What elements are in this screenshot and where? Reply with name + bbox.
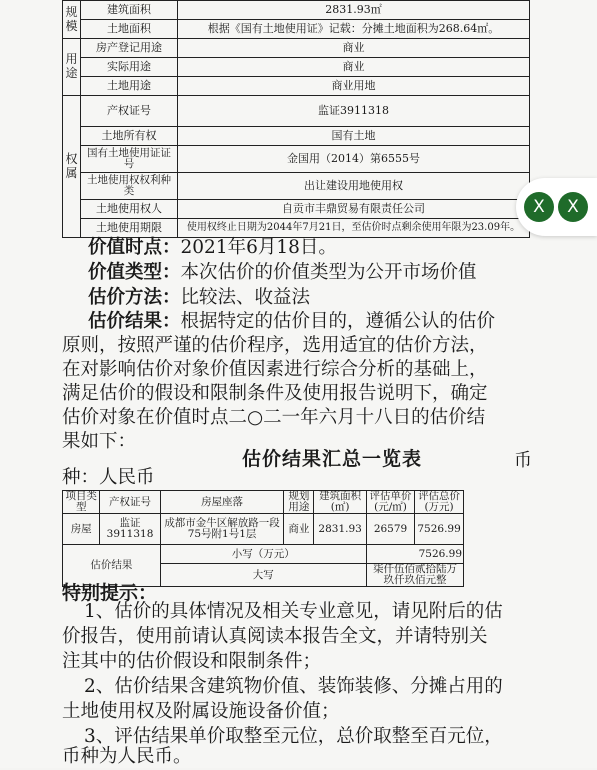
hints-title: 特别提示： bbox=[62, 582, 158, 604]
table-cell: 2831.93 bbox=[314, 514, 367, 545]
result-text-line: 原则，按照严谨的估价程序，选用适宜的估价方法， bbox=[62, 335, 488, 356]
value-type-label: 价值类型： bbox=[88, 262, 181, 283]
table-row bbox=[63, 96, 530, 127]
value-type: 本次估价的价值类型为公开市场价值 bbox=[180, 262, 477, 283]
row-label: 土地使用权人 bbox=[81, 200, 178, 219]
column-header: 房屋座落 bbox=[160, 491, 284, 514]
hint-line: 2、估价结果含建筑物价值、装饰装修、分摊占用的 bbox=[84, 676, 503, 697]
property-attributes-table bbox=[62, 0, 530, 238]
result-text-line: 果如下： bbox=[62, 431, 137, 452]
group-use: 用途 bbox=[63, 39, 81, 96]
table-row bbox=[63, 514, 464, 545]
table-cell: 7526.99 bbox=[415, 514, 464, 545]
result-text-line: 满足估价的假设和限制条件及使用报告说明下，确定 bbox=[62, 383, 488, 404]
value-time-label: 价值时点： bbox=[88, 237, 181, 258]
hint-line: 3、评估结果单价取整至元位，总价取整至百元位， bbox=[84, 726, 503, 747]
result-label: 估价结果： bbox=[88, 311, 181, 332]
hint-line: 价报告，使用前请认真阅读本报告全文，并请特别关 bbox=[62, 626, 488, 647]
table-row bbox=[63, 219, 530, 238]
column-header: 产权证号 bbox=[100, 491, 160, 514]
result-text-line: 在对影响估价对象价值因素进行综合分析的基础上， bbox=[62, 359, 488, 380]
table-row bbox=[63, 39, 530, 58]
row-label: 国有土地使用证证号 bbox=[81, 146, 178, 173]
column-header: 规划用途 bbox=[284, 491, 314, 514]
row-label: 产权证号 bbox=[81, 96, 178, 127]
row-value: 商业用地 bbox=[178, 77, 530, 96]
row-value: 出让建设用地使用权 bbox=[178, 173, 530, 200]
summary-title: 估价结果汇总一览表 bbox=[242, 448, 423, 470]
column-header: 项目类型 bbox=[63, 491, 100, 514]
table-row bbox=[63, 1, 530, 20]
table-row bbox=[63, 545, 464, 564]
summary-table bbox=[62, 490, 464, 587]
result-text-line: 估价对象在价值时点二○二一年六月十八日的估价结 bbox=[62, 407, 486, 428]
row-value: 金国用（2014）第6555号 bbox=[178, 146, 530, 173]
table-row bbox=[63, 173, 530, 200]
row-value: 自贡市丰鼎贸易有限责任公司 bbox=[178, 200, 530, 219]
table-header-row bbox=[63, 491, 464, 514]
table-row bbox=[63, 77, 530, 96]
row-label: 实际用途 bbox=[81, 58, 178, 77]
row-value: 使用权终止日期为2044年7月21日，至估价时点剩余使用年限为23.09年。 bbox=[178, 219, 530, 238]
result-label-cell: 估价结果 bbox=[63, 545, 161, 587]
table-row bbox=[63, 200, 530, 219]
upper-label-cell: 大写 bbox=[160, 564, 366, 587]
close-icon[interactable]: X bbox=[524, 192, 554, 222]
floating-action-panel bbox=[516, 178, 597, 236]
result-text: 根据特定的估价目的，遵循公认的估价 bbox=[180, 311, 496, 332]
method: 比较法、收益法 bbox=[180, 287, 311, 308]
value-time-line bbox=[88, 236, 568, 260]
row-value: 国有土地 bbox=[178, 127, 530, 146]
row-label: 土地所有权 bbox=[81, 127, 178, 146]
row-value: 商业 bbox=[178, 39, 530, 58]
upper-value-cell: 柒仟伍佰贰拾陆万玖仟玖佰元整 bbox=[366, 564, 463, 587]
table-row bbox=[63, 58, 530, 77]
hint-line: 1、估价的具体情况及相关专业意见，请见附后的估 bbox=[84, 601, 503, 622]
value-type-line bbox=[88, 261, 568, 285]
lower-value-cell: 7526.99 bbox=[366, 545, 463, 564]
column-header: 建筑面积(㎡) bbox=[314, 491, 367, 514]
row-value: 监证3911318 bbox=[178, 96, 530, 127]
currency-label-a: 币 bbox=[514, 450, 532, 471]
result-line bbox=[88, 310, 568, 334]
table-cell: 商业 bbox=[284, 514, 314, 545]
method-line bbox=[88, 286, 568, 310]
table-row bbox=[63, 20, 530, 39]
column-header: 评估总价(万元) bbox=[415, 491, 464, 514]
row-label: 土地使用权权利种类 bbox=[81, 173, 178, 200]
row-label: 土地面积 bbox=[81, 20, 178, 39]
hint-line: 土地使用权及附属设施设备价值； bbox=[62, 701, 340, 722]
table-row bbox=[63, 146, 530, 173]
lower-label-cell: 小写（万元） bbox=[160, 545, 366, 564]
close-icon[interactable]: X bbox=[558, 192, 588, 222]
table-cell: 成都市金牛区解放路一段75号附1号1层 bbox=[160, 514, 284, 545]
hint-line: 注其中的估价假设和限制条件； bbox=[62, 651, 322, 672]
row-label: 房产登记用途 bbox=[81, 39, 178, 58]
currency-label-b: 种：人民币 bbox=[62, 467, 155, 488]
table-cell: 监证3911318 bbox=[100, 514, 160, 545]
value-time: 2021年6月18日。 bbox=[180, 237, 337, 258]
column-header: 评估单价(元/㎡) bbox=[366, 491, 414, 514]
row-label: 土地用途 bbox=[81, 77, 178, 96]
row-value: 2831.93㎡ bbox=[178, 1, 530, 20]
group-scale: 规模 bbox=[63, 1, 81, 39]
row-label: 建筑面积 bbox=[81, 1, 178, 20]
table-row bbox=[63, 127, 530, 146]
method-label: 估价方法： bbox=[88, 287, 181, 308]
table-cell: 26579 bbox=[366, 514, 414, 545]
row-label: 土地使用期限 bbox=[81, 219, 178, 238]
row-value: 商业 bbox=[178, 58, 530, 77]
table-cell: 房屋 bbox=[63, 514, 100, 545]
row-value: 根据《国有土地使用证》记载：分摊土地面积为268.64㎡。 bbox=[178, 20, 530, 39]
hint-line: 币种为人民币。 bbox=[62, 746, 192, 767]
group-rights: 权属 bbox=[63, 96, 81, 238]
